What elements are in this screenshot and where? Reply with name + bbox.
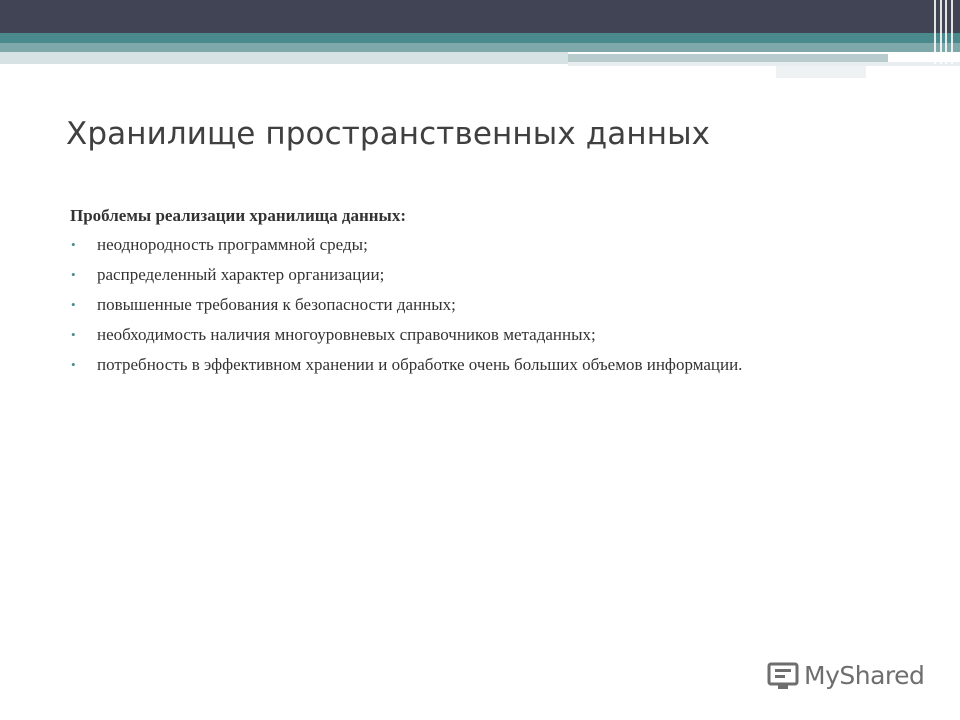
header-vertical-stripes <box>930 0 960 64</box>
list-item-text: необходимость наличия многоуровневых справочников метаданных; <box>97 325 596 344</box>
bullet-list <box>70 231 870 379</box>
bullet-icon: • <box>71 327 76 342</box>
slide-title: Хранилище пространственных данных <box>66 116 711 152</box>
list-item <box>70 351 870 379</box>
list-item-text: потребность в эффективном хранении и обработке очень больших объемов информации. <box>97 355 743 374</box>
header-band-light-right <box>568 52 888 62</box>
bullet-icon: • <box>71 237 76 252</box>
bullet-icon: • <box>71 267 76 282</box>
header-band-mid <box>0 43 960 52</box>
header-band-dark <box>0 0 960 33</box>
header-band-faint <box>568 62 960 66</box>
list-item-text: распределенный характер организации; <box>97 265 385 284</box>
mortarboard-icon <box>766 658 800 692</box>
list-item <box>70 291 870 319</box>
bullet-icon: • <box>71 357 76 372</box>
header-band-teal <box>0 33 960 43</box>
bullet-icon: • <box>71 297 76 312</box>
list-item <box>70 261 870 289</box>
subheading: Проблемы реализации хранилища данных: <box>70 206 406 225</box>
slide-content <box>70 202 870 379</box>
header-band-tab <box>776 66 866 78</box>
list-item-text: неоднородность программной среды; <box>97 235 368 254</box>
watermark-logo[interactable] <box>766 655 924 695</box>
list-item-text: повышенные требования к безопасности данных; <box>97 295 456 314</box>
header-band-light <box>0 52 568 64</box>
list-item <box>70 231 870 259</box>
watermark-text: MyShared <box>804 660 925 690</box>
list-item <box>70 321 870 349</box>
